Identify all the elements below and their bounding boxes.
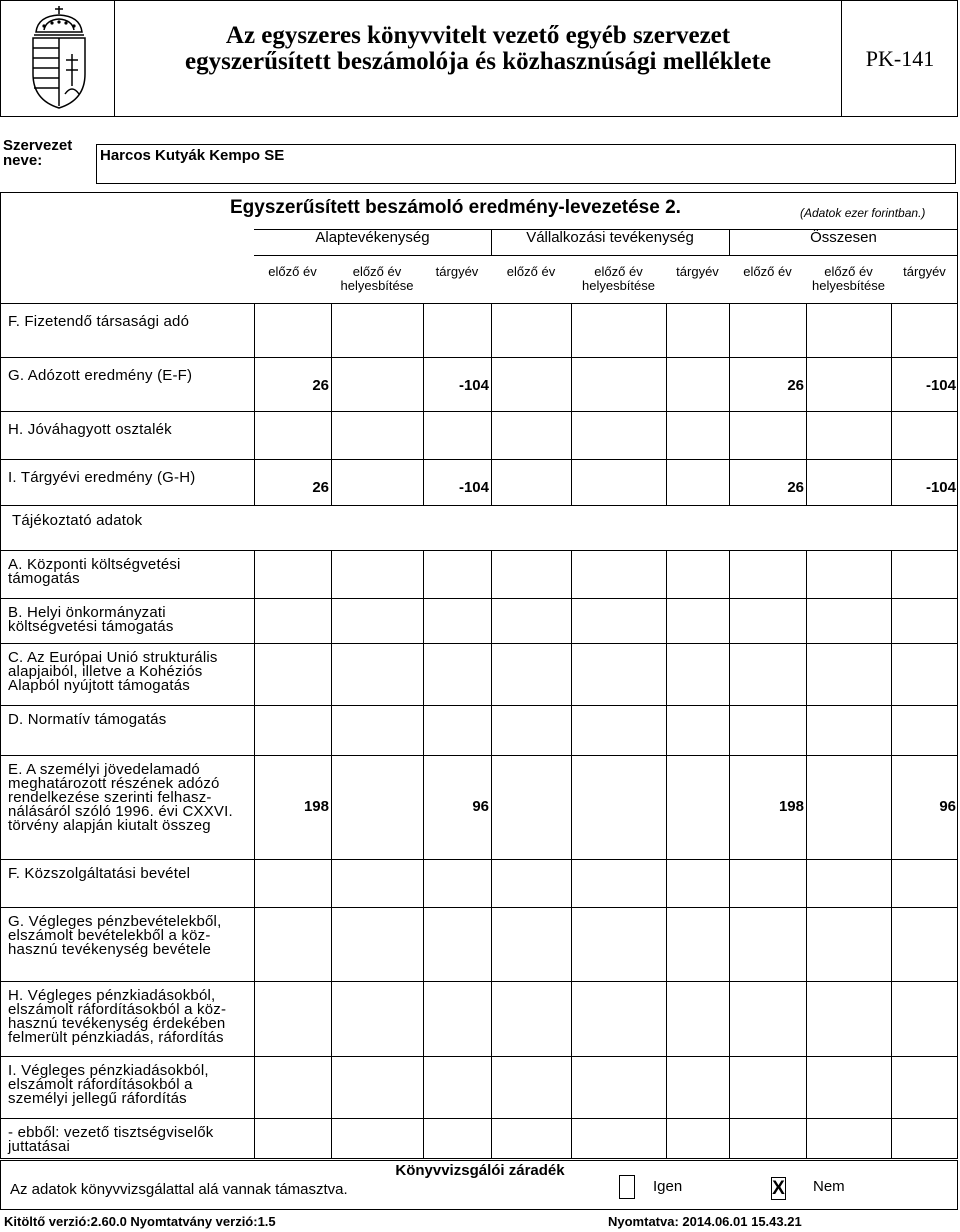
group-header-0: Alaptevékenység <box>315 229 430 246</box>
cell-divider <box>331 859 332 907</box>
cell-divider <box>891 981 892 1056</box>
cell-divider <box>666 550 667 598</box>
column-header-3: előző év <box>506 264 556 279</box>
cell-divider <box>331 357 332 411</box>
row-label: D. Normatív támogatás <box>8 711 167 728</box>
table-cell[interactable]: 198 <box>778 798 804 815</box>
row-rule-8 <box>0 705 958 706</box>
audit-no-label: Nem <box>813 1178 845 1195</box>
row-rule-9 <box>0 755 958 756</box>
cell-divider <box>891 598 892 643</box>
cell-divider <box>571 981 572 1056</box>
cell-divider <box>729 755 730 859</box>
cell-divider <box>666 303 667 357</box>
org-name-value: Harcos Kutyák Kempo SE <box>100 147 285 164</box>
row-label: I. Tárgyévi eredmény (G-H) <box>8 469 196 486</box>
cell-divider <box>666 907 667 981</box>
cell-divider <box>666 643 667 705</box>
cell-divider <box>491 1118 492 1158</box>
cell-divider <box>571 859 572 907</box>
table-cell[interactable]: 96 <box>939 798 956 815</box>
org-label: Szervezet neve: <box>3 137 73 169</box>
cell-divider <box>729 303 730 357</box>
row-rule-0 <box>0 303 958 304</box>
cell-divider <box>571 598 572 643</box>
cell-divider <box>331 303 332 357</box>
row-rule-3 <box>0 459 958 460</box>
cell-divider <box>891 411 892 459</box>
table-cell[interactable]: 26 <box>787 377 804 394</box>
cell-divider <box>806 859 807 907</box>
column-header-adj-line2: helyesbítése <box>340 278 414 293</box>
unit-note: (Adatok ezer forintban.) <box>800 206 926 220</box>
cell-divider <box>254 459 255 505</box>
form-title <box>115 23 841 75</box>
cell-divider <box>806 981 807 1056</box>
audit-yes-checkbox[interactable] <box>619 1175 635 1199</box>
table-title: Egyszerűsített beszámoló eredmény-levezetése 2. <box>230 197 681 218</box>
cell-divider <box>491 705 492 755</box>
table-cell[interactable]: 26 <box>312 377 329 394</box>
row-label: F. Közszolgáltatási bevétel <box>8 865 191 882</box>
audit-no-checkmark: X <box>772 1178 785 1199</box>
cell-divider <box>891 459 892 505</box>
cell-divider <box>806 1118 807 1158</box>
cell-divider <box>666 459 667 505</box>
cell-divider <box>331 1056 332 1118</box>
cell-divider <box>729 907 730 981</box>
table-cell[interactable]: 96 <box>472 798 489 815</box>
cell-divider <box>891 643 892 705</box>
row-rule-6 <box>0 598 958 599</box>
cell-divider <box>891 303 892 357</box>
cell-divider <box>571 1056 572 1118</box>
cell-divider <box>254 705 255 755</box>
cell-divider <box>423 981 424 1056</box>
row-rule-1 <box>0 357 958 358</box>
cell-divider <box>331 981 332 1056</box>
cell-divider <box>423 859 424 907</box>
cell-divider <box>666 411 667 459</box>
group-header-1: Vállalkozási tevékenység <box>526 229 694 246</box>
cell-divider <box>491 859 492 907</box>
cell-divider <box>423 1118 424 1158</box>
cell-divider <box>666 981 667 1056</box>
cell-divider <box>254 357 255 411</box>
cell-divider <box>254 303 255 357</box>
table-cell[interactable]: 26 <box>787 479 804 496</box>
info-heading: Tájékoztató adatok <box>12 512 143 529</box>
cell-divider <box>254 981 255 1056</box>
cell-divider <box>571 907 572 981</box>
cell-divider <box>891 1056 892 1118</box>
row-label: H. Jóváhagyott osztalék <box>8 421 172 438</box>
cell-divider <box>423 598 424 643</box>
cell-divider <box>806 705 807 755</box>
cell-divider <box>331 1118 332 1158</box>
cell-divider <box>254 598 255 643</box>
cell-divider <box>571 357 572 411</box>
audit-yes-label: Igen <box>653 1178 683 1195</box>
row-label: E. A személyi jövedelamadó meghatározott részének adózó rendelkezése szerinti felhasz-nálásáról szóló 1996. évi CXXVI. törvény alapján kiutalt összeg <box>8 761 233 834</box>
cell-divider <box>254 1056 255 1118</box>
cell-divider <box>254 411 255 459</box>
cell-divider <box>666 1056 667 1118</box>
cell-divider <box>666 598 667 643</box>
cell-divider <box>729 598 730 643</box>
cell-divider <box>806 411 807 459</box>
cell-divider <box>331 907 332 981</box>
cell-divider <box>571 550 572 598</box>
row-label: F. Fizetendő társasági adó <box>8 313 190 330</box>
column-header-1 <box>331 265 423 293</box>
cell-divider <box>806 357 807 411</box>
row-label: H. Végleges pénzkiadásokból, elszámolt ráfordításokból a köz-hasznú tevékenység érdekében felmerült pénzkiadás, ráfordítás <box>8 987 227 1046</box>
cell-divider <box>331 705 332 755</box>
cell-divider <box>423 1056 424 1118</box>
column-header-5: tárgyév <box>676 264 719 279</box>
cell-divider <box>491 907 492 981</box>
cell-divider <box>491 550 492 598</box>
cell-divider <box>491 598 492 643</box>
row-rule-10 <box>0 859 958 860</box>
cell-divider <box>571 755 572 859</box>
cell-divider <box>729 1118 730 1158</box>
row-label: G. Végleges pénzbevételekből, elszámolt bevételekből a köz-hasznú tevékenység bevétele <box>8 913 222 958</box>
cell-divider <box>491 459 492 505</box>
cell-divider <box>729 981 730 1056</box>
cell-divider <box>666 859 667 907</box>
cell-divider <box>254 859 255 907</box>
table-cell[interactable]: 26 <box>312 479 329 496</box>
cell-divider <box>423 550 424 598</box>
row-label: I. Végleges pénzkiadásokból, elszámolt ráfordításokból a személyi jellegű ráfordítás <box>8 1062 209 1107</box>
row-label: - ebből: vezető tisztségviselők juttatásai <box>8 1124 214 1155</box>
table-cell[interactable]: -104 <box>925 377 956 394</box>
cell-divider <box>806 598 807 643</box>
audit-statement: Az adatok könyvvizsgálattal alá vannak támasztva. <box>10 1181 348 1198</box>
cell-divider <box>331 598 332 643</box>
column-header-2: tárgyév <box>435 264 479 279</box>
cell-divider <box>254 643 255 705</box>
cell-divider <box>806 459 807 505</box>
cell-divider <box>423 705 424 755</box>
table-cell[interactable]: -104 <box>458 479 489 496</box>
cell-divider <box>891 550 892 598</box>
cell-divider <box>806 755 807 859</box>
cell-divider <box>571 303 572 357</box>
column-header-adj-line1: előző év <box>352 264 402 279</box>
cell-divider <box>491 357 492 411</box>
cell-divider <box>423 459 424 505</box>
audit-title: Könyvvizsgálói záradék <box>395 1162 565 1179</box>
cell-divider <box>729 357 730 411</box>
column-header-4 <box>571 265 666 293</box>
table-cell[interactable]: -104 <box>925 479 956 496</box>
cell-divider <box>423 643 424 705</box>
cell-divider <box>571 1118 572 1158</box>
cell-divider <box>491 755 492 859</box>
cell-divider <box>423 411 424 459</box>
cell-divider <box>666 1118 667 1158</box>
audit-no-checkbox[interactable] <box>771 1177 786 1200</box>
footer-version: Kitöltő verzió:2.60.0 Nyomtatvány verzió:1.5 <box>4 1214 276 1229</box>
cell-divider <box>891 755 892 859</box>
column-header-adj-line2: helyesbítése <box>582 278 655 293</box>
subheader-rule <box>254 255 958 256</box>
row-rule-13 <box>0 1056 958 1057</box>
cell-divider <box>423 357 424 411</box>
table-cell[interactable]: -104 <box>458 377 489 394</box>
cell-divider <box>666 705 667 755</box>
form-title-line2: egyszerűsített beszámolója és közhasznúsági melléklete <box>185 48 771 75</box>
row-rule-5 <box>0 550 958 551</box>
cell-divider <box>729 550 730 598</box>
cell-divider <box>729 705 730 755</box>
cell-divider <box>729 859 730 907</box>
footer-printed: Nyomtatva: 2014.06.01 15.43.21 <box>608 1214 802 1229</box>
column-header-adj-line1: előző év <box>594 264 643 279</box>
row-label: G. Adózott eredmény (E-F) <box>8 367 193 384</box>
cell-divider <box>806 907 807 981</box>
cell-divider <box>891 1118 892 1158</box>
column-header-6: előző év <box>743 264 792 279</box>
cell-divider <box>729 459 730 505</box>
column-header-adj-line2: helyesbítése <box>812 278 885 293</box>
cell-divider <box>491 981 492 1056</box>
cell-divider <box>331 411 332 459</box>
cell-divider <box>806 1056 807 1118</box>
cell-divider <box>729 1056 730 1118</box>
cell-divider <box>891 907 892 981</box>
row-label: C. Az Európai Unió strukturális alapjaiból, illetve a Kohéziós Alapból nyújtott támogatás <box>8 649 218 694</box>
cell-divider <box>254 907 255 981</box>
cell-divider <box>729 411 730 459</box>
cell-divider <box>254 1118 255 1158</box>
row-rule-2 <box>0 411 958 412</box>
cell-divider <box>423 755 424 859</box>
cell-divider <box>729 643 730 705</box>
cell-divider <box>666 357 667 411</box>
form-title-line1: Az egyszeres könyvvitelt vezető egyéb szervezet <box>225 22 731 49</box>
column-header-8: tárgyév <box>903 264 946 279</box>
column-header-adj-line1: előző év <box>824 264 873 279</box>
table-cell[interactable]: 198 <box>303 798 329 815</box>
cell-divider <box>806 643 807 705</box>
cell-divider <box>891 859 892 907</box>
cell-divider <box>331 643 332 705</box>
cell-divider <box>423 907 424 981</box>
column-header-0: előző év <box>268 264 317 279</box>
cell-divider <box>806 303 807 357</box>
row-label: B. Helyi önkormányzati költségvetési támogatás <box>8 604 174 635</box>
cell-divider <box>491 1056 492 1118</box>
cell-divider <box>331 459 332 505</box>
cell-divider <box>423 303 424 357</box>
row-rule-11 <box>0 907 958 908</box>
cell-divider <box>571 705 572 755</box>
cell-divider <box>491 643 492 705</box>
cell-divider <box>331 550 332 598</box>
row-rule-14 <box>0 1118 958 1119</box>
row-rule-4 <box>0 505 958 506</box>
cell-divider <box>571 459 572 505</box>
cell-divider <box>491 411 492 459</box>
org-name-field[interactable] <box>96 144 956 184</box>
cell-divider <box>571 643 572 705</box>
cell-divider <box>254 755 255 859</box>
cell-divider <box>666 755 667 859</box>
group-header-2: Összesen <box>810 229 877 246</box>
cell-divider <box>571 411 572 459</box>
cell-divider <box>254 550 255 598</box>
row-rule-12 <box>0 981 958 982</box>
cell-divider <box>806 550 807 598</box>
cell-divider <box>331 755 332 859</box>
hungarian-coat-of-arms-icon <box>24 4 94 112</box>
cell-divider <box>891 705 892 755</box>
row-label: A. Központi költségvetési támogatás <box>8 556 181 587</box>
column-header-7 <box>806 265 891 293</box>
row-rule-7 <box>0 643 958 644</box>
cell-divider <box>891 357 892 411</box>
cell-divider <box>491 303 492 357</box>
form-code: PK-141 <box>865 46 935 71</box>
